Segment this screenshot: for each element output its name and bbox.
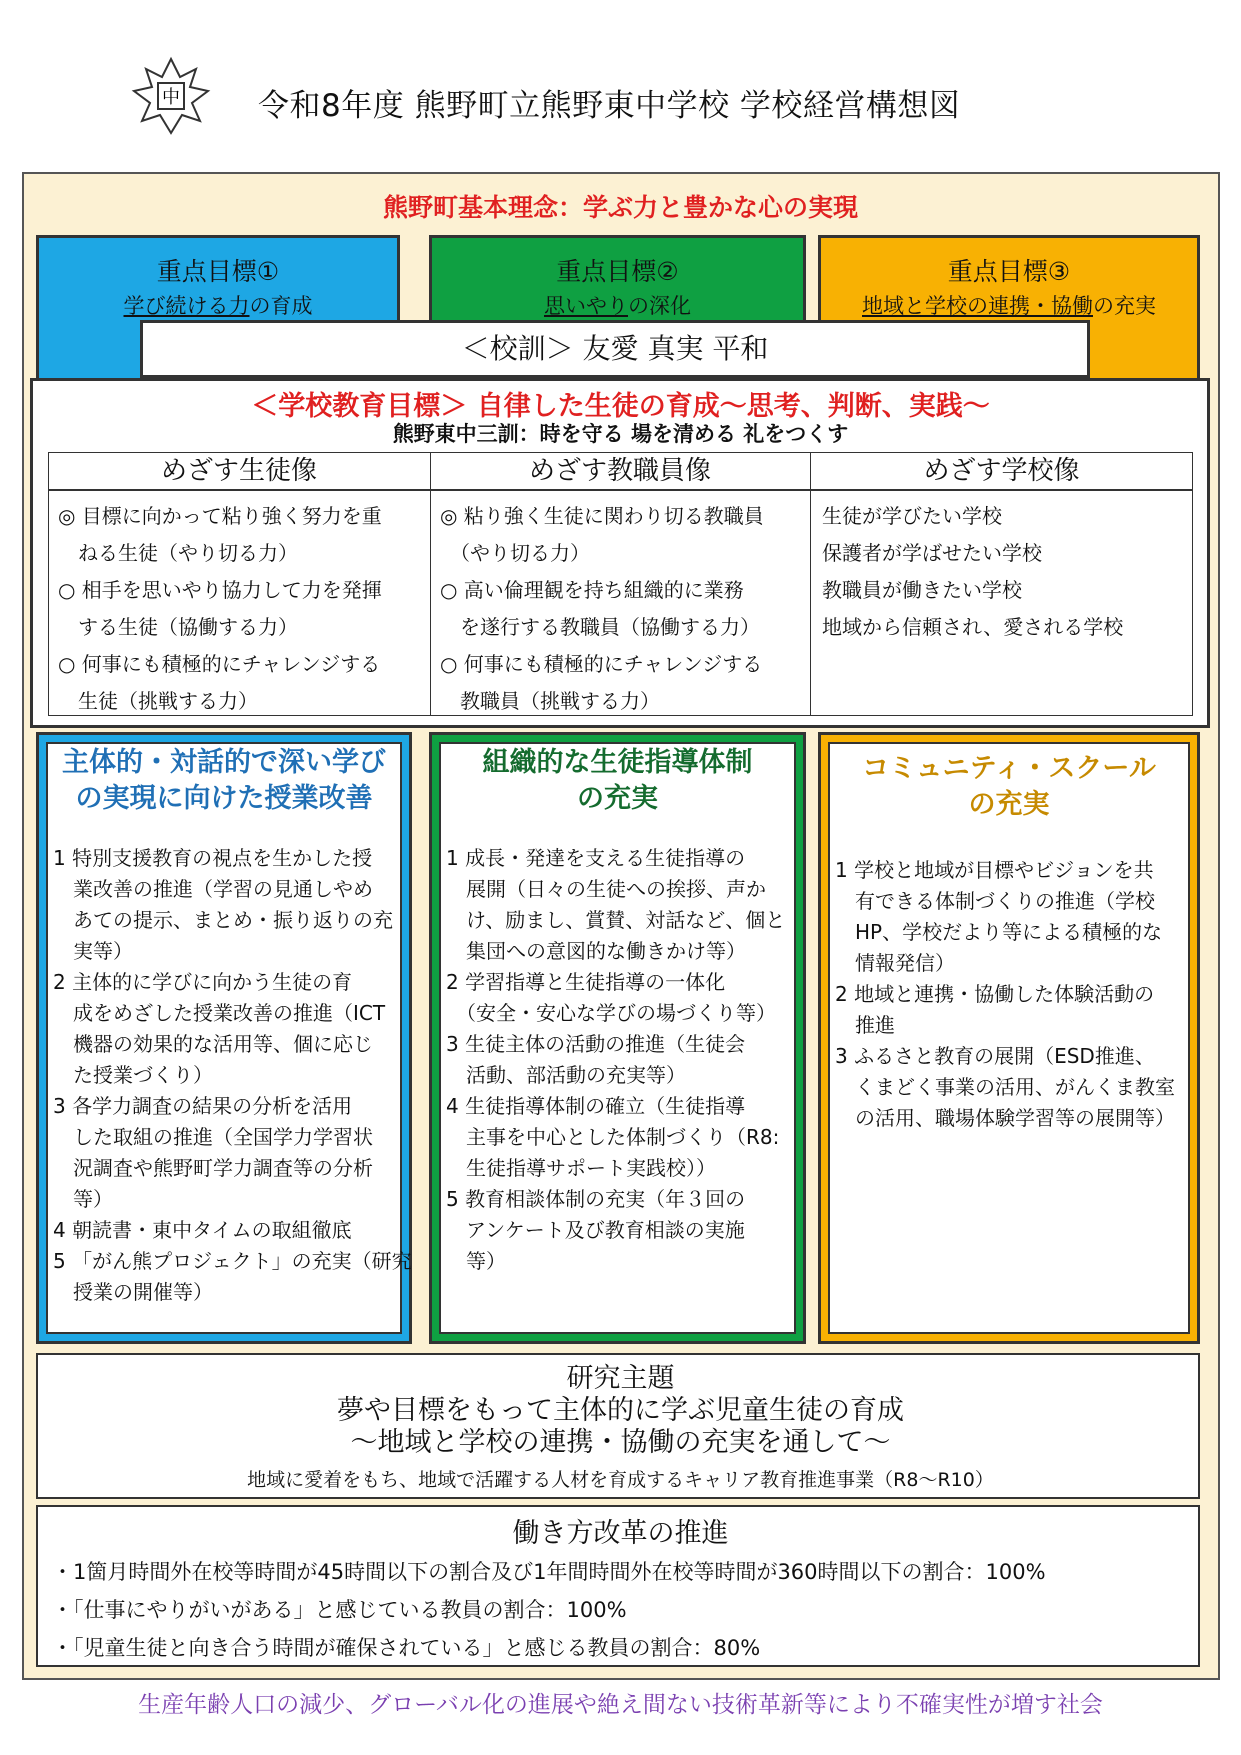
list-item: 生徒が学びたい学校 — [822, 504, 1002, 528]
list-item: くまどく事業の活用、がんくま教室 — [835, 1075, 1175, 1099]
work-reform-heading: 働き方改革の推進 — [512, 1518, 729, 1549]
research-label: 研究主題 — [566, 1363, 675, 1394]
research-subtitle: ～地域と学校の連携・協働の充実を通して～ — [350, 1427, 891, 1458]
list-item: 成をめざした授業改善の推進（ICT — [53, 1001, 386, 1025]
list-item: 生徒（挑戦する力） — [58, 689, 258, 713]
list-item: 活動、部活動の充実等） — [446, 1063, 686, 1087]
list-item: 業改善の推進（学習の見通しやめ — [53, 877, 373, 901]
list-item: 教職員（挑戦する力） — [440, 689, 660, 713]
pillar-lesson-improvement — [36, 732, 412, 1344]
list-item: を遂行する教職員（協働する力） — [440, 615, 760, 639]
list-item: た授業づくり） — [53, 1063, 213, 1087]
research-theme: 夢や目標をもって主体的に学ぶ児童生徒の育成 — [337, 1395, 904, 1426]
list-item: 1 学校と地域が目標やビジョンを共 — [835, 858, 1154, 882]
list-item: 授業の開催等） — [53, 1280, 213, 1304]
list-item: 地域から信頼され、愛される学校 — [822, 615, 1124, 639]
work-reform-item: ・1箇月時間外在校等時間が45時間以下の割合及び1年間時間外在校等時間が360時間以下の割合：100% — [52, 1560, 1046, 1584]
list-item: 5 教育相談体制の充実（年３回の — [446, 1187, 746, 1211]
pillar-list — [53, 843, 412, 1308]
list-item: 3 各学力調査の結果の分析を活用 — [53, 1094, 353, 1118]
list-item: 集団への意図的な働きかけ等） — [446, 939, 746, 963]
list-item: 2 学習指導と生徒指導の一体化 — [446, 970, 726, 994]
pillar-title: 組織的な生徒指導体制 の充実 — [482, 747, 753, 814]
list-item: HP、学校だより等による積極的な — [835, 920, 1163, 944]
list-item: ○ 相手を思いやり協力して力を発揮 — [58, 578, 382, 602]
list-item: 況調査や熊野町学力調査等の分析 — [53, 1156, 373, 1180]
list-item: 3 生徒主体の活動の推進（生徒会 — [446, 1032, 746, 1056]
pillar-title: 主体的・対話的で深い学び の実現に向けた授業改善 — [62, 747, 386, 814]
research-project: 地域に愛着をもち、地域で活躍する人材を育成するキャリア教育推進事業（R8～R10） — [247, 1469, 994, 1491]
pillar-student-guidance — [429, 732, 806, 1344]
list-item: 3 ふるさと教育の展開（ESD推進、 — [835, 1044, 1155, 1068]
work-reform-item: ・「児童生徒と向き合う時間が確保されている」と感じる教員の割合：80% — [52, 1636, 761, 1660]
list-item: 等） — [446, 1249, 506, 1273]
goal-2-heading: 重点目標② — [556, 257, 679, 286]
goal-3-heading: 重点目標③ — [947, 257, 1071, 286]
school-ideal-list — [822, 498, 1192, 646]
list-item: （安全・安心な学びの場づくり等） — [446, 1001, 776, 1025]
list-item: け、励まし、賞賛、対話など、個と — [446, 908, 786, 932]
education-goal: ＜学校教育目標＞ 自律した生徒の育成～思考、判断、実践～ — [251, 391, 990, 422]
list-item: 生徒指導サポート実践校）） — [446, 1156, 716, 1180]
pillar-list — [446, 843, 797, 1277]
list-item: ○ 何事にも積極的にチャレンジする — [58, 652, 381, 676]
list-item: 1 成長・発達を支える生徒指導の — [446, 846, 746, 870]
list-item: 主事を中心とした体制づくり（R8: — [446, 1125, 780, 1149]
list-item: 教職員が働きたい学校 — [822, 578, 1022, 602]
list-item: ○ 高い倫理観を持ち組織的に業務 — [440, 578, 744, 602]
list-item: （やり切る力） — [440, 541, 590, 565]
list-item: 1 特別支援教育の視点を生かした授 — [53, 846, 373, 870]
list-item: 4 朝読書・東中タイムの取組徹底 — [53, 1218, 352, 1242]
pillar-community-school — [818, 732, 1200, 1344]
list-item: 等） — [53, 1187, 113, 1211]
goal-1-sub: 学び続ける力の育成 — [123, 294, 313, 318]
list-item: 2 地域と連携・協働した体験活動の — [835, 982, 1155, 1006]
list-item: 5 「がん熊プロジェクト」の充実（研究 — [53, 1249, 412, 1273]
list-item: 情報発信） — [835, 951, 955, 975]
page-title: 令和8年度 熊野町立熊野東中学校 学校経営構想図 — [258, 88, 961, 124]
list-item: 展開（日々の生徒への挨拶、声か — [446, 877, 766, 901]
three-rules: 熊野東中三訓：時を守る 場を清める 礼をつくす — [392, 422, 849, 446]
list-item: あての提示、まとめ・振り返りの充 — [53, 908, 393, 932]
goal-2-sub: 思いやりの深化 — [544, 294, 691, 318]
list-item: 2 主体的に学びに向かう生徒の育 — [53, 970, 353, 994]
basic-philosophy: 熊野町基本理念：学ぶ力と豊かな心の実現 — [382, 193, 858, 222]
goal-1-heading: 重点目標① — [156, 257, 280, 286]
footer-text: 生産年齢人口の減少、グローバル化の進展や絶え間ない技術革新等により不確実性が増す社会 — [138, 1692, 1103, 1718]
list-item: 4 生徒指導体制の確立（生徒指導 — [446, 1094, 746, 1118]
ideals-divider — [48, 490, 1193, 491]
work-reform-item: ・「仕事にやりがいがある」と感じている教員の割合：100% — [52, 1598, 627, 1622]
student-ideal-heading: めざす生徒像 — [48, 452, 430, 490]
list-item: 機器の効果的な活用等、個に応じ — [53, 1032, 373, 1056]
pillar-list — [835, 855, 1191, 1134]
list-item: 保護者が学ばせたい学校 — [822, 541, 1042, 565]
emblem-text: 中 — [162, 87, 180, 108]
list-item: ◎ 粘り強く生徒に関わり切る教職員 — [440, 504, 764, 528]
list-item: 推進 — [835, 1013, 895, 1037]
school-ideal-heading: めざす学校像 — [810, 452, 1193, 490]
goal-3-sub: 地域と学校の連携・協働の充実 — [862, 294, 1156, 318]
school-motto: ＜校訓＞ 友愛 真実 平和 — [140, 320, 1090, 378]
ideals-col-divider — [810, 452, 811, 716]
staff-ideal-heading: めざす教職員像 — [430, 452, 810, 490]
list-item: した取組の推進（全国学力学習状 — [53, 1125, 373, 1149]
list-item: の活用、職場体験学習等の展開等） — [835, 1106, 1175, 1130]
list-item: 有できる体制づくりの推進（学校 — [835, 889, 1155, 913]
list-item: する生徒（協働する力） — [58, 615, 298, 639]
list-item: 実等） — [53, 939, 133, 963]
list-item: ねる生徒（やり切る力） — [58, 541, 298, 565]
staff-ideal-list — [440, 498, 810, 720]
list-item: ○ 何事にも積極的にチャレンジする — [440, 652, 763, 676]
list-item: ◎ 目標に向かって粘り強く努力を重 — [58, 504, 382, 528]
student-ideal-list — [58, 498, 430, 720]
ideals-col-divider — [430, 452, 431, 716]
list-item: アンケート及び教育相談の実施 — [446, 1218, 745, 1242]
pillar-title: コミュニティ・スクール の充実 — [862, 753, 1156, 820]
school-emblem — [130, 55, 212, 137]
